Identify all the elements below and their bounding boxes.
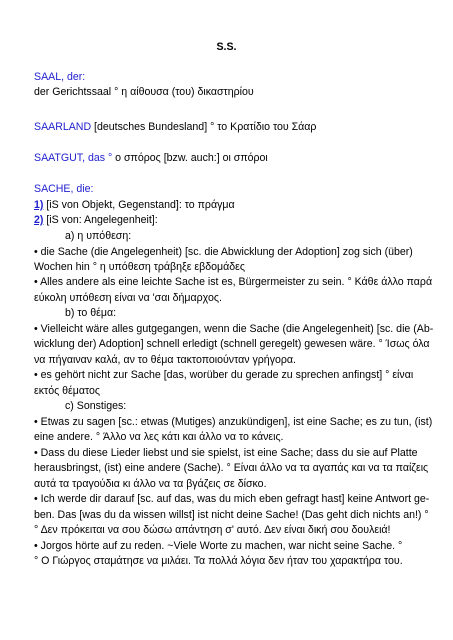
entry-line: wicklung der) Adoption] schnell erledigt (schnell geregelt) gewesen wäre. ° Ίσως όλα bbox=[34, 338, 430, 350]
sense-number: 2) bbox=[34, 214, 44, 226]
entry-line: • Ich werde dir darauf [sc. auf das, was du mich eben gefragt hast] keine Antwort ge- bbox=[34, 493, 430, 505]
entry-line: • Jorgos hörte auf zu reden. ~Viele Worte zu machen, war nicht seine Sache. ° bbox=[34, 540, 403, 552]
entry-line: herausbringst, (ist) eine andere (Sache). ° Είναι άλλο να τα αγαπάς και να τα παίζεις bbox=[34, 462, 429, 474]
entry-line: • Dass du diese Lieder liebst und sie spielst, ist eine Sache; dass du sie auf Platte bbox=[34, 447, 418, 459]
entry-line: εύκολη υπόθεση είναι να 'σαι δήμαρχος. bbox=[34, 292, 222, 304]
sense-text: [iS von Objekt, Gegenstand]: το πράγμα bbox=[43, 199, 235, 211]
entry-text: ο σπόρος [bzw. auch:] οι σπόροι bbox=[112, 152, 268, 164]
entry-line: der Gerichtssaal ° η αίθουσα (του) δικαστηρίου bbox=[34, 86, 254, 98]
headword-sache: SACHE, die: bbox=[34, 183, 94, 195]
headword-saatgut: SAATGUT, das ° bbox=[34, 152, 113, 164]
entry-line: ° Ο Γιώργος σταμάτησε να μιλάει. Τα πολλά λόγια δεν ήταν του χαρακτήρα του. bbox=[34, 555, 403, 567]
sense-2 bbox=[34, 214, 158, 227]
entry-text: [deutsches Bundesland] ° το Κρατίδιο του Σάαρ bbox=[91, 121, 317, 133]
entry-line: eine andere. ° Άλλο να λες κάτι και άλλο να το κάνεις. bbox=[34, 431, 284, 443]
entry-line: • Alles andere als eine leichte Sache ist es, Bürgermeister zu sein. ° Κάθε άλλο παρά bbox=[34, 276, 433, 288]
entry-line: • Vielleicht wäre alles gutgegangen, wenn die Sache (die Angelegenheit) [sc. die (Ab- bbox=[34, 323, 434, 335]
entry-line: να πήγαιναν καλά, αν το θέμα τακτοποιούνταν γρήγορα. bbox=[34, 354, 296, 366]
entry-line: Wochen hin ° η υπόθεση τράβηξε εβδομάδες bbox=[34, 261, 245, 273]
sense-text: [iS von: Angelegenheit]: bbox=[43, 214, 158, 226]
entry-line: εκτός θέματος bbox=[34, 385, 101, 397]
entry-line: αυτά τα τραγούδια κι άλλο να τα βγάζεις σε δίσκο. bbox=[34, 478, 267, 490]
entry-line: ben. Das [was du da wissen willst] ist nicht deine Sache! (Das geht dich nichts an!) ° bbox=[34, 509, 429, 521]
entry-saatgut bbox=[34, 152, 268, 165]
headword-saal: SAAL, der: bbox=[34, 71, 86, 83]
entry-line: ° Δεν πρόκειται να σου δώσω απάντηση σ' αυτό. Δεν είναι δική σου δουλειά! bbox=[34, 524, 391, 536]
subsense-b: b) το θέμα: bbox=[65, 307, 117, 319]
sense-number: 1) bbox=[34, 199, 44, 211]
subsense-c: c) Sonstiges: bbox=[65, 400, 127, 412]
entry-line: • es gehört nicht zur Sache [das, worüber du gerade zu sprechen anfingst] ° είναι bbox=[34, 369, 414, 381]
entry-line: • Etwas zu sagen [sc.: etwas (Mutiges) anzukündigen], ist eine Sache; es zu tun, (ist) bbox=[34, 416, 433, 428]
subsense-a: a) η υπόθεση: bbox=[65, 230, 132, 242]
entry-line: • die Sache (die Angelegenheit) [sc. die Abwicklung der Adoption] zog sich (über) bbox=[34, 246, 413, 258]
headword-saarland: SAARLAND bbox=[34, 121, 92, 133]
entry-saarland bbox=[34, 121, 316, 134]
page-title: S.S. bbox=[216, 41, 237, 53]
sense-1 bbox=[34, 199, 235, 212]
